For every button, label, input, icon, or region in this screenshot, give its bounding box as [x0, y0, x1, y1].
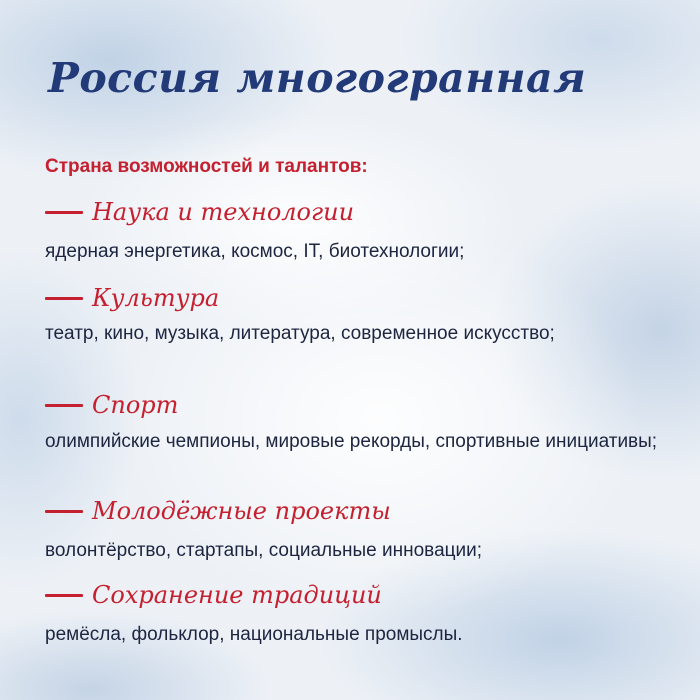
- section-title: Наука и технологии: [92, 198, 355, 226]
- dash-icon: [45, 297, 83, 300]
- section-title: Культура: [92, 284, 220, 312]
- subtitle: Страна возможностей и талантов:: [45, 156, 368, 177]
- section-title: Молодёжные проекты: [92, 497, 391, 525]
- section-heading-youth: [45, 499, 391, 523]
- section-text: волонтёрство, стартапы, социальные инновации;: [45, 540, 483, 561]
- dash-icon: [45, 510, 83, 513]
- section-title: Спорт: [92, 391, 179, 419]
- dash-icon: [45, 404, 83, 407]
- section-heading-sport: [45, 393, 178, 417]
- dash-icon: [45, 594, 83, 597]
- section-text: ремёсла, фольклор, национальные промыслы.: [45, 624, 463, 645]
- section-title: Сохранение традиций: [92, 581, 382, 609]
- section-text: олимпийские чемпионы, мировые рекорды, спортивные инициативы;: [45, 431, 658, 452]
- section-text: ядерная энергетика, космос, IT, биотехнологии;: [45, 241, 465, 262]
- section-heading-culture: [45, 286, 219, 310]
- section-heading-science: [45, 200, 354, 224]
- section-heading-traditions: [45, 583, 382, 607]
- section-text: театр, кино, музыка, литература, современное искусство;: [45, 323, 555, 344]
- dash-icon: [45, 211, 83, 214]
- page-title: Россия многогранная: [48, 54, 587, 102]
